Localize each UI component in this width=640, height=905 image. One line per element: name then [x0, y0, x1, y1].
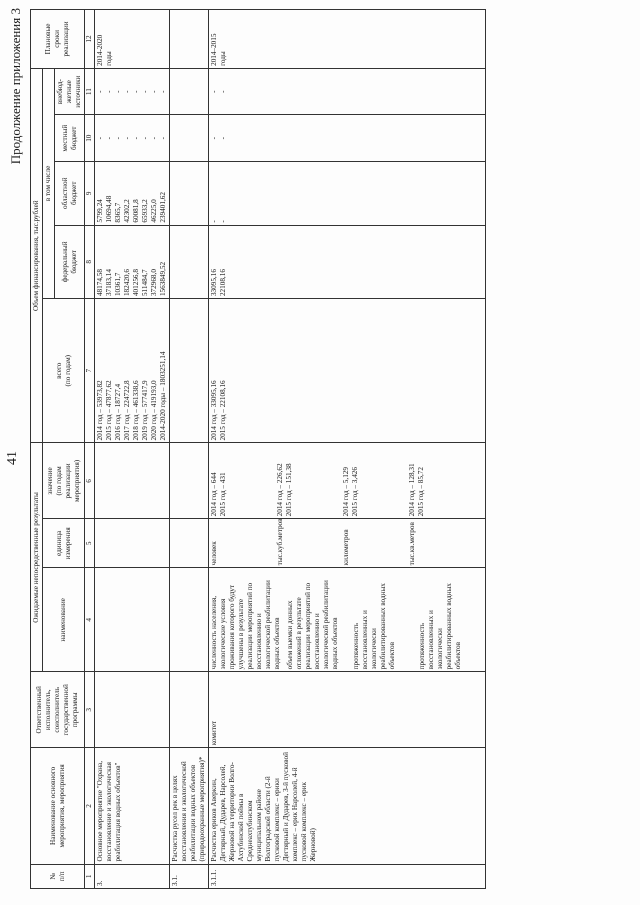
finance-extra	[170, 68, 209, 115]
result-value: 2014 год – 226,62	[276, 463, 284, 517]
row-name: Основное мероприятие "Охрана, восстановление и экологическая реабилитация водных объектов"	[95, 748, 170, 864]
finance-extra-value: -	[96, 90, 104, 93]
finance-regional-value: -	[219, 220, 227, 223]
table-row	[170, 10, 209, 889]
column-number: 8	[85, 225, 95, 298]
table-row	[209, 10, 486, 889]
header-no: № п/п	[31, 864, 85, 888]
appendix-title: Продолжение приложения 3	[8, 8, 23, 165]
result-value: 2015 год – 151,38	[285, 463, 293, 517]
column-number: 4	[85, 568, 95, 672]
result-units	[95, 519, 170, 568]
column-number: 10	[85, 115, 95, 162]
result-name: численность населения, экологические условия проживания которого будут улучшены в результате реализации мероприятий по восстановлению и экологической реабилитации водных объектов	[210, 580, 281, 670]
header-regional: областной бюджет	[55, 161, 85, 225]
header-result-unit: единица измерения	[43, 519, 85, 568]
row-executor	[170, 672, 209, 748]
result-unit: человек	[210, 541, 218, 566]
finance-local-value: -	[210, 137, 218, 140]
finance-total-value: 2017 год – 224722,8	[123, 380, 131, 441]
finance-regional-value: 46225,0	[150, 199, 158, 223]
finance-federal-value: 372968,0	[150, 269, 158, 297]
header-executor: Ответственный исполнитель, соисполнитель государственной программы	[31, 672, 85, 748]
finance-local-value: -	[159, 137, 167, 140]
header-name: Наименование основного мероприятия, мероприятия	[31, 748, 85, 864]
finance-local-value: -	[96, 137, 104, 140]
row-executor	[95, 672, 170, 748]
result-names	[170, 568, 209, 672]
finance-total	[95, 299, 170, 443]
row-name: Расчистка русел рек в целях восстановления и экологической реабилитации водных объектов (природоохранные мероприятия)*	[170, 748, 209, 864]
finance-federal-value: 37183,14	[105, 269, 113, 297]
result-value: 2015 год – 3,426	[351, 467, 359, 517]
column-number: 7	[85, 299, 95, 443]
result-values	[209, 443, 486, 519]
finance-regional	[209, 161, 486, 225]
finance-extra-value: -	[123, 90, 131, 93]
program-table	[30, 9, 486, 889]
finance-total-value: 2014 год – 53973,82	[96, 380, 104, 441]
header-results-group: Ожидаемые непосредственные результаты	[31, 443, 43, 672]
column-number: 2	[85, 748, 95, 864]
header-local: местный бюджет	[55, 115, 85, 162]
finance-total-value: 2018 год – 461338,6	[132, 380, 140, 441]
result-units	[209, 519, 486, 568]
table-row	[95, 10, 170, 889]
finance-total	[170, 299, 209, 443]
finance-federal-value: 182420,6	[123, 269, 131, 297]
finance-total-value: 2014-2020 годы – 1803251,14	[159, 351, 167, 441]
row-executor: комитет	[209, 672, 486, 748]
result-value: 2014 год – 644	[210, 472, 218, 517]
header-incl: в том числе	[43, 68, 55, 298]
finance-extra-value: -	[150, 90, 158, 93]
result-name: протяженность восстановленных и экологически реабилитированных водных объектов	[418, 583, 462, 670]
finance-federal	[209, 225, 486, 298]
finance-extra-value: -	[159, 90, 167, 93]
result-value: 2014 год – 128,31	[408, 463, 416, 517]
finance-local	[95, 115, 170, 162]
finance-total	[209, 299, 486, 443]
header-result-value: значение (по годам реализации мероприятия)	[43, 443, 85, 519]
finance-local-value: -	[114, 137, 122, 140]
finance-local-value: -	[150, 137, 158, 140]
finance-regional	[170, 161, 209, 225]
finance-regional-value: 10694,48	[105, 195, 113, 223]
result-values	[170, 443, 209, 519]
column-number: 6	[85, 443, 95, 519]
header-term: Плановые сроки реализации	[31, 10, 85, 69]
finance-extra-value: -	[105, 90, 113, 93]
column-number: 5	[85, 519, 95, 568]
finance-extra-value: -	[210, 90, 218, 93]
result-unit: тыс.кв.метров	[408, 522, 416, 566]
column-number: 11	[85, 68, 95, 115]
finance-federal	[170, 225, 209, 298]
finance-extra	[95, 68, 170, 115]
header-federal: федеральный бюджет	[55, 225, 85, 298]
result-names	[209, 568, 486, 672]
finance-regional-value: 60081,8	[132, 199, 140, 223]
column-number: 1	[85, 864, 95, 888]
header-finance-group: Объем финансирования, тыс.рублей	[31, 68, 43, 443]
finance-local	[209, 115, 486, 162]
finance-regional	[95, 161, 170, 225]
finance-federal-value: 511484,7	[141, 269, 149, 297]
row-term: 2014–2015 годы	[209, 10, 486, 69]
row-number: 3.1.	[170, 864, 209, 888]
finance-total-value: 2016 год – 18727,4	[114, 383, 122, 441]
finance-extra-value: -	[219, 90, 227, 93]
column-number-row	[85, 10, 95, 889]
finance-regional-value: 65933,2	[141, 199, 149, 223]
finance-local-value: -	[105, 137, 113, 140]
finance-federal-value: 401256,8	[132, 269, 140, 297]
finance-federal-value: 48174,58	[96, 269, 104, 297]
row-name: Расчистка ериков Аверкин, Дегтярный, Дударев, Нарсолей, Жерновой на территории Волго-Ахтубинской поймы в Среднеахтубинском муниципальном районе Волгоградской области (2-й пусковой комплекс – ерики Дегтярный и Дударев, 3-й пусковой комплекс – ерик Нарсолей, 4-й пусковой комплекс – ерик Жерновой)	[209, 748, 486, 864]
finance-federal-value: 10361,7	[114, 272, 122, 297]
result-unit: километров	[342, 529, 350, 566]
finance-extra-value: -	[114, 90, 122, 93]
header-result-name: наименование	[43, 568, 85, 672]
finance-regional-value: 42302,2	[123, 199, 131, 223]
table-body	[95, 10, 486, 889]
finance-extra-value: -	[132, 90, 140, 93]
result-value: 2015 год – 85,72	[417, 467, 425, 517]
finance-federal-value: 33095,16	[210, 269, 218, 297]
row-number: 3.1.1.	[209, 864, 486, 888]
column-number: 9	[85, 161, 95, 225]
result-name: объем выемки донных отложений в результате реализации мероприятий по восстановлению и экологической реабилитации водных объектов	[286, 580, 339, 670]
finance-extra	[209, 68, 486, 115]
row-term: 2014-2020 годы	[95, 10, 170, 69]
finance-local-value: -	[123, 137, 131, 140]
finance-local-value: -	[132, 137, 140, 140]
row-term	[170, 10, 209, 69]
result-unit: тыс.куб.метров	[276, 518, 284, 566]
column-number: 3	[85, 672, 95, 748]
finance-local-value: -	[219, 137, 227, 140]
header-extra: внебюд- жетные источники	[55, 68, 85, 115]
row-number: 3.	[95, 864, 170, 888]
finance-regional-value: 239401,62	[159, 192, 167, 223]
result-name: протяженность восстановленных и экологически реабилитированных водных объектов	[352, 583, 396, 670]
finance-total-value: 2015 год – 47877,62	[105, 380, 113, 441]
finance-federal-value: 1563849,52	[159, 261, 167, 297]
header-total: всего (по годам)	[43, 299, 85, 443]
finance-total-value: 2019 год – 577417,9	[141, 380, 149, 441]
finance-total-value: 2014 год – 33095,16	[210, 380, 218, 441]
finance-local-value: -	[141, 137, 149, 140]
finance-federal-value: 22108,16	[219, 269, 227, 297]
result-value: 2015 год – 431	[219, 472, 227, 517]
column-number: 12	[85, 10, 95, 69]
finance-federal	[95, 225, 170, 298]
finance-local	[170, 115, 209, 162]
result-units	[170, 519, 209, 568]
finance-regional-value: 8365,7	[114, 202, 122, 223]
finance-regional-value: -	[210, 220, 218, 223]
result-names	[95, 568, 170, 672]
finance-extra-value: -	[141, 90, 149, 93]
result-value: 2014 год – 5,129	[342, 467, 350, 517]
finance-regional-value: 5799,24	[96, 199, 104, 223]
finance-total-value: 2020 год – 419193,0	[150, 380, 158, 441]
finance-total-value: 2015 год – 22108,16	[219, 380, 227, 441]
page-number: 41	[5, 451, 20, 465]
result-values	[95, 443, 170, 519]
